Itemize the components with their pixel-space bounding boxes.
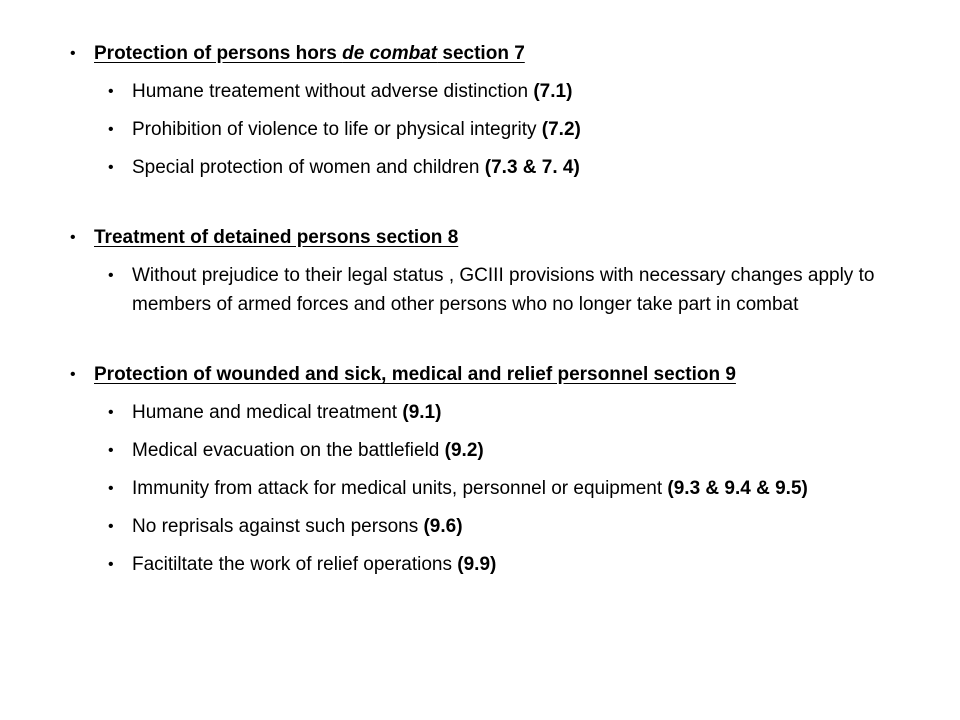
item-text <box>132 153 890 182</box>
heading-part: section 7 <box>437 43 525 64</box>
list-item <box>108 153 890 182</box>
item-body: Medical evacuation on the battlefield <box>132 440 445 461</box>
section-7 <box>70 39 890 182</box>
item-body: Without prejudice to their legal status , GCIII provisions with necessary changes apply to members of armed forces and other persons who no longer take part in combat <box>132 265 875 315</box>
heading-part: Protection of wounded and sick, medical and relief personnel section 9 <box>94 364 736 385</box>
bullet-icon: • <box>108 83 114 100</box>
list-item <box>108 436 890 465</box>
list-item <box>108 550 890 579</box>
item-body: Immunity from attack for medical units, personnel or equipment <box>132 478 668 499</box>
item-ref: (7.2) <box>541 119 581 140</box>
heading-row <box>70 39 890 68</box>
item-text <box>132 512 890 541</box>
item-body: Special protection of women and children <box>132 157 485 178</box>
item-body: Humane and medical treatment <box>132 402 403 423</box>
section-8 <box>70 223 890 319</box>
item-ref: (9.1) <box>402 402 442 423</box>
item-ref: (9.6) <box>423 516 463 537</box>
list-item <box>108 398 890 427</box>
bullet-icon: • <box>108 267 114 284</box>
item-ref: (9.2) <box>444 440 484 461</box>
bullet-icon: • <box>70 366 76 383</box>
list-item <box>108 261 890 319</box>
section-heading <box>94 39 525 68</box>
item-text <box>132 436 890 465</box>
bullet-icon: • <box>108 518 114 535</box>
section-heading <box>94 223 458 252</box>
bullet-icon: • <box>70 45 76 62</box>
heading-part: Treatment of detained persons section 8 <box>94 227 459 248</box>
item-text <box>132 474 890 503</box>
heading-part: Protection of persons hors <box>94 43 343 64</box>
item-body: No reprisals against such persons <box>132 516 424 537</box>
heading-italic: de combat <box>342 43 438 64</box>
bullet-icon: • <box>70 229 76 246</box>
item-ref: (7.1) <box>533 81 573 102</box>
item-body: Facitiltate the work of relief operations <box>132 554 458 575</box>
item-ref: (9.3 & 9.4 & 9.5) <box>667 478 808 499</box>
item-text <box>132 77 890 106</box>
item-text <box>132 261 890 319</box>
bullet-icon: • <box>108 556 114 573</box>
item-body: Humane treatement without adverse distinction <box>132 81 534 102</box>
item-body: Prohibition of violence to life or physical integrity <box>132 119 542 140</box>
bullet-icon: • <box>108 121 114 138</box>
item-text <box>132 550 890 579</box>
item-ref: (9.9) <box>457 554 497 575</box>
item-text <box>132 115 890 144</box>
bullet-icon: • <box>108 442 114 459</box>
bullet-list <box>70 39 890 579</box>
list-item <box>108 115 890 144</box>
list-item <box>108 512 890 541</box>
heading-row <box>70 223 890 252</box>
bullet-icon: • <box>108 404 114 421</box>
section-heading <box>94 360 736 389</box>
bullet-icon: • <box>108 480 114 497</box>
heading-row <box>70 360 890 389</box>
list-item <box>108 77 890 106</box>
bullet-icon: • <box>108 159 114 176</box>
section-9 <box>70 360 890 579</box>
item-text <box>132 398 890 427</box>
list-item <box>108 474 890 503</box>
item-ref: (7.3 & 7. 4) <box>484 157 580 178</box>
